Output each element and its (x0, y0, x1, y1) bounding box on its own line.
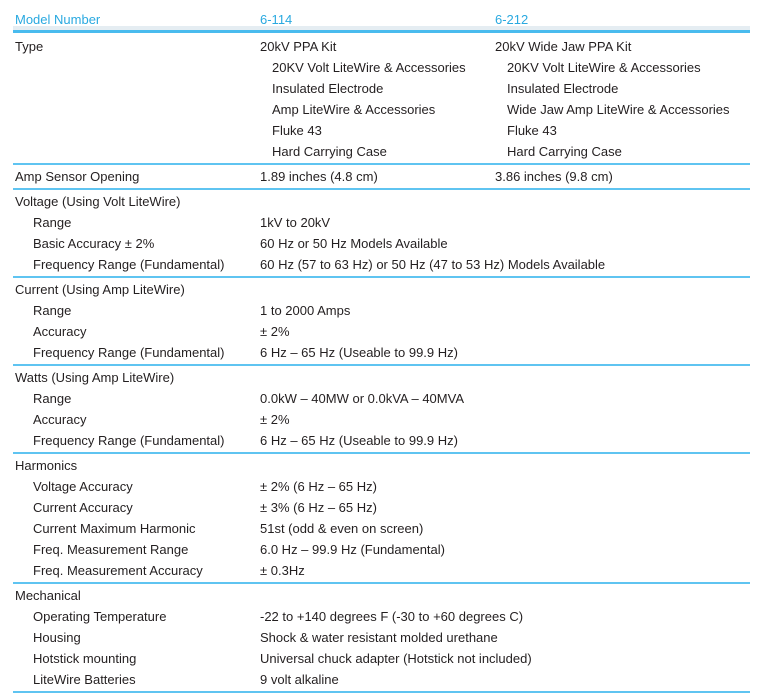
table-body (13, 33, 750, 691)
table-row (13, 539, 750, 560)
value-col-6-114: 6 Hz – 65 Hz (Useable to 99.9 Hz) (260, 345, 458, 360)
value-col-6-114: Hard Carrying Case (272, 144, 387, 159)
table-row (13, 606, 750, 627)
value-col-6-114: ± 3% (6 Hz – 65 Hz) (260, 500, 377, 515)
value-col-6-212: 3.86 inches (9.8 cm) (495, 169, 613, 184)
row-label: Current Maximum Harmonic (33, 521, 196, 536)
row-label: Hotstick mounting (33, 651, 137, 666)
row-label: Accuracy (33, 324, 87, 339)
row-label: Amp Sensor Opening (15, 169, 140, 184)
row-label: Type (15, 39, 44, 54)
row-label: Freq. Measurement Accuracy (33, 563, 203, 578)
row-label: Watts (Using Amp LiteWire) (15, 370, 175, 385)
table-row (13, 212, 750, 233)
column-header-6-114: 6-114 (260, 12, 293, 27)
value-col-6-114: 1 to 2000 Amps (260, 303, 351, 318)
table-row (13, 430, 750, 451)
table-section-current (13, 276, 750, 364)
table-row (13, 166, 750, 187)
value-col-6-212: Insulated Electrode (507, 81, 619, 96)
table-row (13, 321, 750, 342)
value-col-6-114: 20kV PPA Kit (260, 39, 337, 54)
value-col-6-212: Fluke 43 (507, 123, 557, 138)
table-row (13, 627, 750, 648)
value-col-6-114: 1.89 inches (4.8 cm) (260, 169, 378, 184)
value-col-6-114: ± 2% (260, 324, 290, 339)
value-col-6-114: 9 volt alkaline (260, 672, 339, 687)
table-row (13, 254, 750, 275)
table-section-amp-sensor-opening (13, 163, 750, 188)
value-col-6-114: 51st (odd & even on screen) (260, 521, 424, 536)
row-label: Housing (33, 630, 81, 645)
table-row (13, 388, 750, 409)
row-label: LiteWire Batteries (33, 672, 136, 687)
table-row (13, 455, 750, 476)
table-row (13, 191, 750, 212)
value-col-6-212: 20kV Wide Jaw PPA Kit (495, 39, 632, 54)
table-row (13, 367, 750, 388)
row-label: Operating Temperature (33, 609, 167, 624)
table-row (13, 78, 750, 99)
value-col-6-212: Hard Carrying Case (507, 144, 622, 159)
row-label: Range (33, 303, 72, 318)
table-row (13, 279, 750, 300)
value-col-6-114: 0.0kW – 40MW or 0.0kVA – 40MVA (260, 391, 464, 406)
value-col-6-114: 60 Hz or 50 Hz Models Available (260, 236, 448, 251)
value-col-6-114: 6 Hz – 65 Hz (Useable to 99.9 Hz) (260, 433, 458, 448)
value-col-6-114: ± 2% (260, 412, 290, 427)
value-col-6-212: Wide Jaw Amp LiteWire & Accessories (507, 102, 730, 117)
value-col-6-114: Fluke 43 (272, 123, 322, 138)
table-row (13, 36, 750, 57)
column-header-6-212: 6-212 (495, 12, 529, 27)
table-section-voltage (13, 188, 750, 276)
row-label: Current (Using Amp LiteWire) (15, 282, 185, 297)
row-label: Current Accuracy (33, 500, 133, 515)
value-col-6-114: Universal chuck adapter (Hotstick not included) (260, 651, 532, 666)
table-row (13, 585, 750, 606)
table-row (13, 669, 750, 690)
table-row (13, 409, 750, 430)
value-col-6-212: 20KV Volt LiteWire & Accessories (507, 60, 701, 75)
row-label: Basic Accuracy ± 2% (33, 236, 155, 251)
table-row (13, 497, 750, 518)
row-label: Range (33, 391, 72, 406)
table-section-type (13, 33, 750, 163)
table-row (13, 476, 750, 497)
row-label: Accuracy (33, 412, 87, 427)
table-row (13, 233, 750, 254)
value-col-6-114: -22 to +140 degrees F (-30 to +60 degrees C) (260, 609, 524, 624)
column-header-model-number: Model Number (15, 12, 101, 27)
value-col-6-114: ± 2% (6 Hz – 65 Hz) (260, 479, 377, 494)
value-col-6-114: 60 Hz (57 to 63 Hz) or 50 Hz (47 to 53 Hz) Models Available (260, 257, 606, 272)
value-col-6-114: ± 0.3Hz (260, 563, 305, 578)
row-label: Freq. Measurement Range (33, 542, 189, 557)
table-row (13, 57, 750, 78)
row-label: Voltage Accuracy (33, 479, 133, 494)
table-row (13, 300, 750, 321)
row-label: Voltage (Using Volt LiteWire) (15, 194, 181, 209)
value-col-6-114: Shock & water resistant molded urethane (260, 630, 498, 645)
row-label: Harmonics (15, 458, 78, 473)
table-row (13, 120, 750, 141)
table-section-watts (13, 364, 750, 452)
value-col-6-114: Amp LiteWire & Accessories (272, 102, 436, 117)
row-label: Mechanical (15, 588, 81, 603)
table-row (13, 560, 750, 581)
value-col-6-114: 1kV to 20kV (260, 215, 331, 230)
table-row (13, 648, 750, 669)
value-col-6-114: Insulated Electrode (272, 81, 384, 96)
table-section-mechanical (13, 582, 750, 691)
spec-table (13, 10, 750, 693)
row-label: Frequency Range (Fundamental) (33, 433, 225, 448)
table-row (13, 342, 750, 363)
row-label: Frequency Range (Fundamental) (33, 345, 225, 360)
table-header-row (13, 10, 750, 33)
table-row (13, 141, 750, 162)
row-label: Range (33, 215, 72, 230)
value-col-6-114: 6.0 Hz – 99.9 Hz (Fundamental) (260, 542, 445, 557)
value-col-6-114: 20KV Volt LiteWire & Accessories (272, 60, 466, 75)
table-row (13, 518, 750, 539)
table-section-harmonics (13, 452, 750, 582)
row-label: Frequency Range (Fundamental) (33, 257, 225, 272)
table-row (13, 99, 750, 120)
